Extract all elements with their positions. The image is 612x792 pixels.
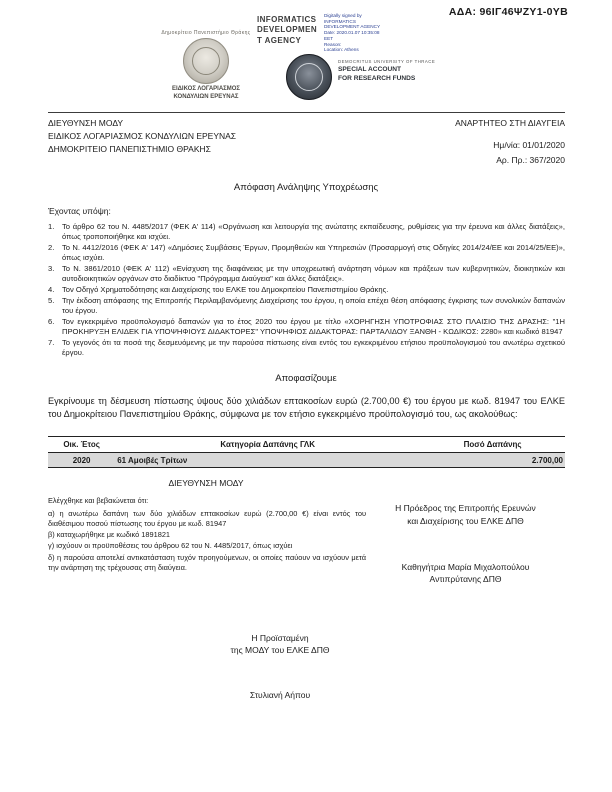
president-signature-block: [366, 496, 565, 585]
verification-item: γ) ισχύουν οι προϋποθέσεις του άρθρου 62 του Ν. 4485/2017, όπως ισχύει: [48, 541, 293, 551]
modi-head-name: Στυλιανή Αήπου: [249, 690, 311, 701]
signer-line3: T AGENCY: [257, 35, 302, 45]
having-regard-intro: Έχοντας υπόψη:: [48, 206, 111, 216]
stamp-line: Digitally signed by: [324, 13, 362, 18]
list-item-number: 1.: [48, 222, 55, 231]
signer-line1: INFORMATICS: [257, 15, 317, 24]
list-item-number: 7.: [48, 337, 55, 347]
university-seal-arc-text: Δημοκρίτειο Πανεπιστήμιο Θράκης: [161, 30, 251, 36]
list-item-number: 5.: [48, 296, 55, 306]
verification-item: δ) η παρούσα αποτελεί αντικατάσταση τυχόν προηγούμενων, οι οποίες παύουν να ισχύουν μετά την ανάρτηση της τρέχουσας στη διαύγεια.: [48, 552, 366, 572]
stamp-line: DEVELOPMENT AGENCY: [324, 24, 381, 30]
modi-head-title-line2: της ΜΟΔΥ του ΕΛΚΕ ΔΠΘ: [230, 645, 330, 656]
seal-caption-line1: ΕΙΔΙΚΟΣ ΛΟΓΑΡΙΑΣΜΟΣ: [171, 86, 241, 92]
having-regard-section: [48, 206, 565, 357]
signer-line2: DEVELOPMEN: [257, 25, 318, 35]
modi-head-title-line1: Η Προϊσταμένη: [251, 632, 309, 643]
document-date: Ημ/νία: 01/01/2020: [493, 140, 565, 150]
verification-item: α) η ανωτέρω δαπάνη των δύο χιλιάδων επτακοσίων ευρώ (2.700,00 €) είναι εντός του διαθέσιμου ποσού πίστωσης του έργου με κωδ. 81947: [48, 508, 366, 528]
university-seal-icon: [183, 38, 229, 84]
list-item: [48, 285, 565, 295]
column-header-category: Κατηγορία Δαπάνης ΓΛΚ: [115, 437, 420, 453]
column-header-year: Οικ. Έτος: [48, 437, 115, 453]
list-item: [48, 296, 565, 315]
document-title: Απόφαση Ανάληψης Υποχρέωσης: [233, 182, 379, 193]
diavgeia-note: ΑΝΑΡΤΗΤΕΟ ΣΤΗ ΔΙΑΥΓΕΙΑ: [455, 118, 565, 128]
research-funds-seal-block: [286, 52, 435, 102]
seal-caption-line2: ΚΟΝΔΥΛΙΩΝ ΕΡΕΥΝΑΣ: [173, 93, 239, 100]
english-caption-line2: FOR RESEARCH FUNDS: [338, 74, 416, 82]
sender-line3: ΔΗΜΟΚΡΙΤΕΙΟ ΠΑΝΕΠΙΣΤΗΜΙΟ ΘΡΑΚΗΣ: [48, 144, 211, 154]
ada-code: ΑΔΑ: 96ΙΓ46ΨΖΥ1-0ΥΒ: [448, 6, 568, 18]
list-item-number: 3.: [48, 263, 55, 273]
cell-year: 2020: [48, 453, 115, 468]
digital-signature-stamp: [324, 13, 404, 53]
list-item-text: Τον Οδηγό Χρηματοδότησης και Διαχείρισης του ΕΛΚΕ του Δημοκριτείου Πανεπιστημίου Θράκης.: [62, 284, 389, 294]
university-seal-block: [158, 30, 254, 101]
cell-category: 61 Αμοιβές Τρίτων: [115, 453, 420, 468]
list-item-text: Τον εγκεκριμένο προϋπολογισμό δαπανών για το έτος 2020 του έργου με τίτλο «ΧΟΡΗΓΗΣΗ ΥΠΟΤΡΟΦΙΑΣ ΣΤΟ ΠΛΑΙΣΙΟ ΤΗΣ ΔΡΑΣΗΣ: "1Η ΠΡΟΚΗΡΥΞΗ ΕΛΙΔΕΚ ΓΙΑ ΥΠΟΨΗΦΙΟΥΣ ΔΙΔΑΚΤΟΡΕΣ" ΥΠΟΨΗΦΙΟΣ ΔΙΔΑΚΤΟΡΑΣ: ΠΑΡΤΑΛΙΔΟΥ ΞΑΝΘΗ - ΚΩΔΙΚΟΣ: 2280» και κωδικό 81947: [62, 316, 565, 336]
protocol-number: Αρ. Πρ.: 367/2020: [496, 155, 565, 165]
sender-block: [48, 117, 236, 165]
president-title-line1: Η Πρόεδρος της Επιτροπής Ερευνών: [395, 503, 536, 514]
english-caption-line1: SPECIAL ACCOUNT: [338, 66, 402, 73]
protocol-block: [455, 117, 565, 165]
list-item: [48, 338, 565, 357]
column-header-amount: Ποσό Δαπάνης: [420, 437, 565, 453]
modi-head-signature-block: [160, 632, 400, 702]
english-seal-arc-text: DEMOCRITUS UNIVERSITY OF THRACE: [338, 59, 436, 64]
english-seal-caption: [338, 66, 435, 83]
stamp-line: Location: Athens: [324, 47, 359, 53]
list-item-number: 6.: [48, 316, 55, 326]
document-header: [0, 0, 612, 112]
research-funds-seal-icon: [286, 54, 332, 100]
university-seal-caption: [158, 86, 254, 101]
stamp-line: EET: [324, 35, 334, 41]
president-name: Καθηγήτρια Μαρία Μιχαλοπούλου: [401, 562, 530, 573]
table-header-row: [48, 437, 565, 453]
header-divider: [48, 112, 565, 113]
list-item-number: 2.: [48, 242, 55, 252]
list-item-text: Το Ν. 4412/2016 (ΦΕΚ Α' 147) «Δημόσιες Συμβάσεις Έργων, Προμηθειών και Υπηρεσιών (Προσαρμογή στις Οδηγίες 2014/24/ΕΕ και 2014/25/ΕΕ)», όπως ισχύει.: [62, 242, 565, 262]
president-role: Αντιπρύτανης ΔΠΘ: [429, 574, 502, 585]
cell-amount: 2.700,00: [420, 453, 565, 468]
sender-line2: ΕΙΔΙΚΟΣ ΛΟΓΑΡΙΑΣΜΟΣ ΚΟΝΔΥΛΙΩΝ ΕΡΕΥΝΑΣ: [48, 131, 237, 141]
list-item-text: Το άρθρο 62 του Ν. 4485/2017 (ΦΕΚ Α' 114) «Οργάνωση και λειτουργία της ανώτατης εκπαίδευσης, ρυθμίσεις για την έρευνα και άλλες διατάξεις», όπως τροποποιήθηκε και ισχύει.: [62, 222, 565, 241]
decision-body: Εγκρίνουμε τη δέσμευση πίστωσης ύψους δύο χιλιάδων επτακοσίων ευρώ (2.700,00 €) του έργου με κωδ. 81947 του ΕΛΚΕ του Δημοκρίτειου Πανεπιστημίου Θράκης, σύμφωνα με τον ετήσιο εγκεκριμένο προϋπολογισμό του, ως ακολούθως:: [48, 396, 565, 420]
verification-intro: Ελέγχθηκε και βεβαιώνεται ότι:: [48, 496, 149, 506]
table-row: [48, 453, 565, 468]
list-item-number: 4.: [48, 284, 55, 294]
list-item-text: Την έκδοση απόφασης της Επιτροπής Περιλαμβανόμενης Διαχείρισης του έργου, η οποία επέχει θέση απόφασης έγκρισης των συνολικών δαπανών του έργου.: [62, 296, 565, 315]
list-item: [48, 222, 565, 241]
verification-block: [48, 496, 366, 585]
commitment-table: [48, 436, 565, 468]
list-item: [48, 243, 565, 262]
list-item-text: Το Ν. 3861/2010 (ΦΕΚ Α' 112) «Ενίσχυση της διαφάνειας με την υποχρεωτική ανάρτηση νόμων και πράξεων των κυβερνητικών, διοικητικών και αυτοδιοικητικών οργάνων στο διαδίκτυο "Πρόγραμμα Διαύγεια" και άλλες διατάξεις».: [62, 263, 565, 283]
digital-signer-name: [257, 15, 317, 46]
decision-heading: Αποφασίζουμε: [275, 373, 337, 385]
research-funds-captions: [338, 52, 435, 83]
bottom-section: [48, 496, 565, 585]
stamp-line: INFORMATICS: [324, 18, 356, 24]
stamp-line: Reason:: [324, 41, 342, 47]
list-item: [48, 317, 565, 336]
list-item-text: Το γεγονός ότι τα ποσά της δεσμευόμενης με την παρούσα πίστωσης είναι εντός του εγκεκριμένου ετήσιου προϋπολογισμού του ανωτέρω σχετικού έργου.: [62, 337, 565, 357]
list-item: [48, 264, 565, 283]
verification-item: β) καταχωρήθηκε με κωδικό 1891821: [48, 530, 171, 540]
sender-line1: ΔΙΕΥΘΥΝΣΗ ΜΟΔΥ: [48, 118, 124, 128]
stamp-line: Date: 2020.01.07 10:35:08: [324, 30, 380, 36]
president-title-line2: και Διαχείρισης του ΕΛΚΕ ΔΠΘ: [407, 515, 524, 526]
modi-heading: ΔΙΕΥΘΥΝΣΗ ΜΟΔΥ: [168, 478, 244, 489]
letterhead: [48, 117, 565, 165]
